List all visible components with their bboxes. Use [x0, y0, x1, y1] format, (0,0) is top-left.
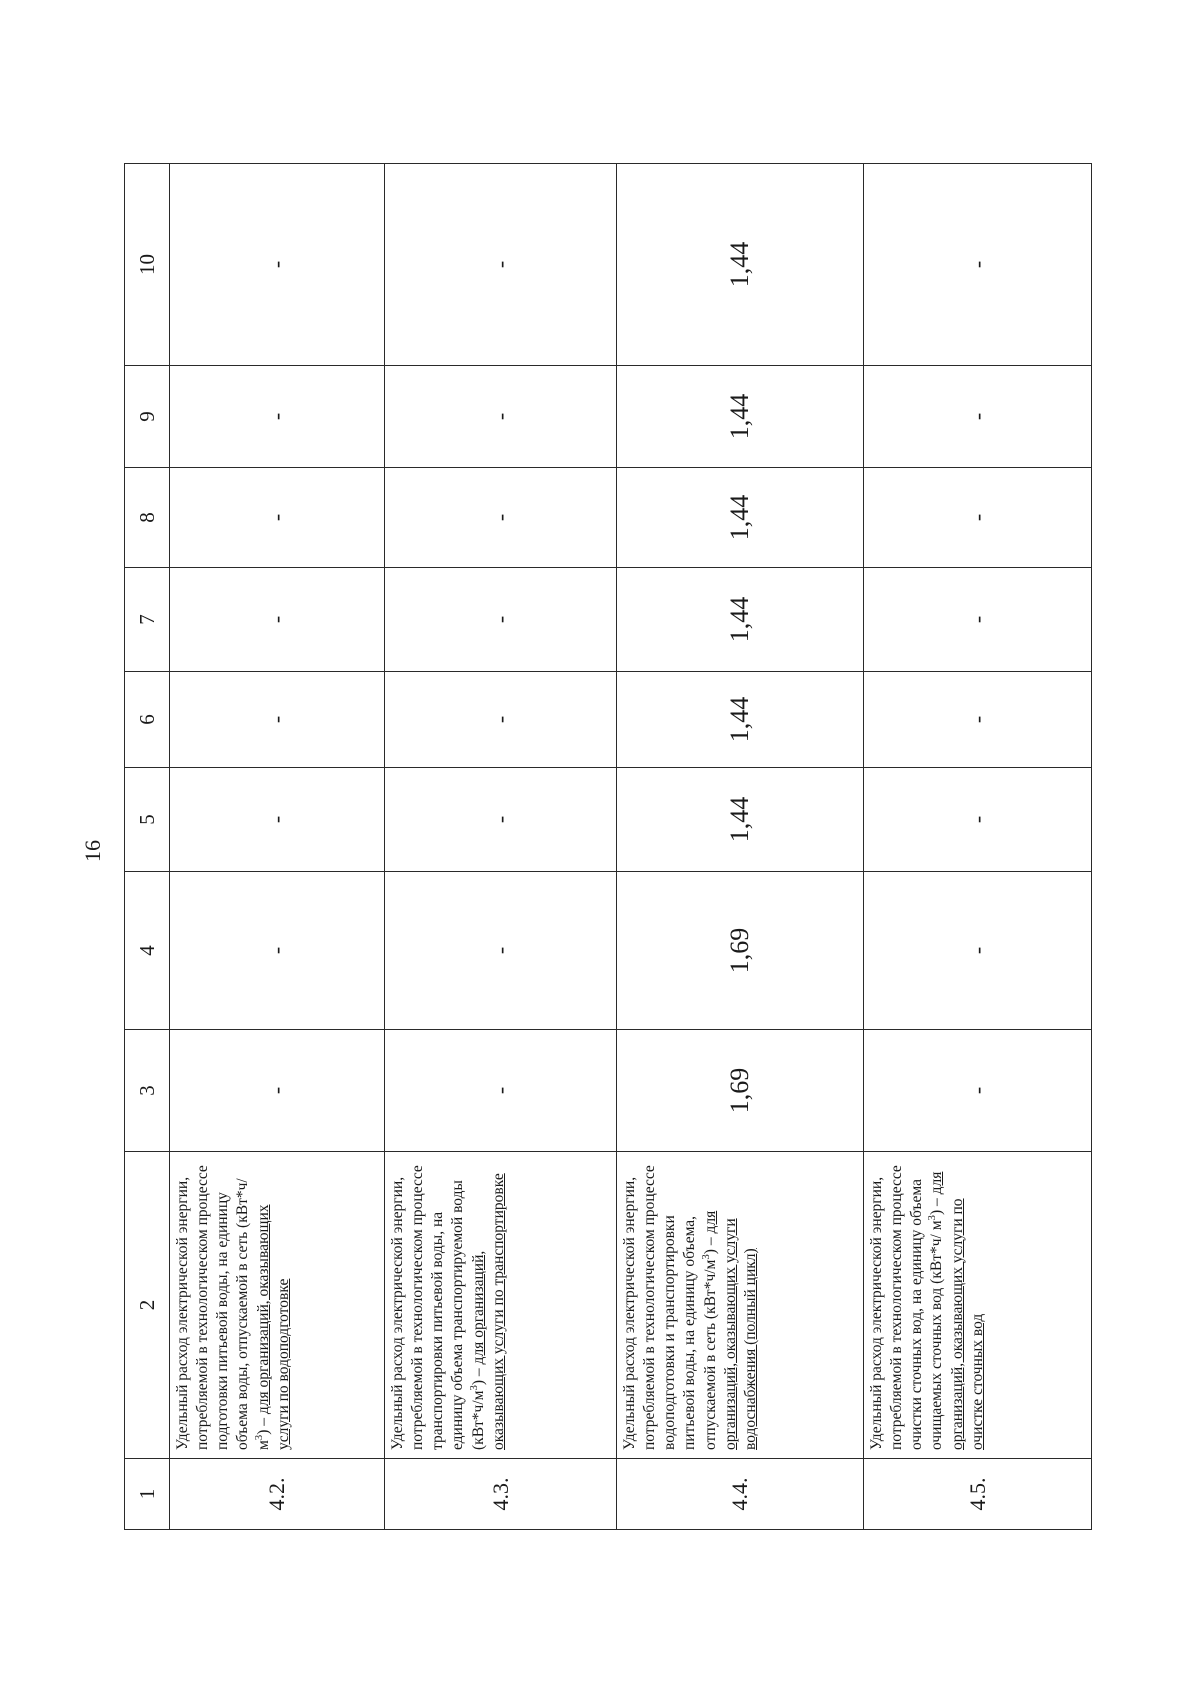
row-number: 4.5. — [864, 1459, 1092, 1530]
header-cell: 10 — [125, 164, 170, 366]
row-description — [385, 1152, 617, 1459]
superscript: 3 — [926, 1215, 939, 1221]
value-cell: - — [864, 872, 1092, 1030]
description-text: ) – — [701, 1233, 719, 1255]
value-cell: - — [170, 672, 385, 768]
indicator-table — [124, 163, 1092, 1530]
description-text: ) – — [254, 1414, 272, 1435]
value-cell: 1,69 — [617, 872, 864, 1030]
table-row — [170, 164, 385, 1530]
value-cell: - — [385, 164, 617, 366]
value-cell: 1,69 — [617, 1030, 864, 1152]
header-cell: 2 — [125, 1152, 170, 1459]
header-cell: 8 — [125, 468, 170, 568]
superscript: 3 — [467, 1385, 480, 1391]
row-number: 4.4. — [617, 1459, 864, 1530]
value-cell: 1,44 — [617, 468, 864, 568]
header-cell: 9 — [125, 366, 170, 468]
value-cell: - — [385, 872, 617, 1030]
value-cell: 1,44 — [617, 568, 864, 672]
value-cell: - — [170, 468, 385, 568]
description-underlined: для организаций, оказывающих услуги водоснабжения (полный цикл) — [701, 1210, 759, 1450]
description-underlined: для организаций, оказывающих услуги по очистке сточных вод — [928, 1171, 986, 1450]
description-text: Удельный расход электрической энергии, потребляемой в технологическом процессе водоподготовки и транспортировки питьевой воды, на единицу объема, отпускаемой в сеть (кВт*ч/м — [621, 1165, 719, 1450]
value-cell: - — [170, 366, 385, 468]
value-cell: - — [170, 872, 385, 1030]
row-number: 4.3. — [385, 1459, 617, 1530]
value-cell: 1,44 — [617, 366, 864, 468]
value-cell: - — [864, 366, 1092, 468]
header-cell: 4 — [125, 872, 170, 1030]
value-cell: - — [385, 568, 617, 672]
row-description — [617, 1152, 864, 1459]
header-cell: 3 — [125, 1030, 170, 1152]
header-cell: 1 — [125, 1459, 170, 1530]
table-row — [864, 164, 1092, 1530]
description-text: Удельный расход электрической энергии, потребляемой в технологическом процессе транспортировки питьевой воды, на единицу объема транспортируемой воды (кВт*ч/м — [389, 1165, 487, 1450]
row-description — [170, 1152, 385, 1459]
value-cell: 1,44 — [617, 164, 864, 366]
description-underlined: для организаций, оказывающих услуги по водоподготовке — [254, 1204, 292, 1450]
value-cell: - — [385, 366, 617, 468]
header-cell: 5 — [125, 768, 170, 872]
value-cell: - — [864, 164, 1092, 366]
value-cell: - — [864, 672, 1092, 768]
value-cell: - — [864, 568, 1092, 672]
page-number: 16 — [80, 840, 105, 862]
description-text: ) – — [928, 1194, 946, 1216]
description-text: Удельный расход электрической энергии, потребляемой в технологическом процессе подготовки питьевой воды, на единицу объема воды, отпускаемой в сеть (кВт*ч/м — [174, 1165, 272, 1450]
header-cell: 7 — [125, 568, 170, 672]
value-cell: 1,44 — [617, 768, 864, 872]
superscript: 3 — [252, 1434, 265, 1441]
header-cell: 6 — [125, 672, 170, 768]
value-cell: - — [170, 568, 385, 672]
table-row — [617, 164, 864, 1530]
value-cell: - — [864, 768, 1092, 872]
value-cell: - — [170, 1030, 385, 1152]
description-text: ) – — [469, 1364, 487, 1386]
value-cell: - — [385, 468, 617, 568]
header-row — [125, 164, 170, 1530]
value-cell: - — [864, 468, 1092, 568]
value-cell: - — [170, 768, 385, 872]
value-cell: - — [385, 1030, 617, 1152]
value-cell: - — [385, 768, 617, 872]
description-text: Удельный расход электрической энергии, потребляемой в технологическом процессе очистки сточных вод, на единицу объема очищаемых сточных вод (кВт*ч/ м — [868, 1165, 946, 1450]
value-cell: - — [170, 164, 385, 366]
value-cell: - — [864, 1030, 1092, 1152]
description-underlined: для организаций, оказывающих услуги по транспортировке — [469, 1173, 507, 1450]
row-description — [864, 1152, 1092, 1459]
value-cell: 1,44 — [617, 672, 864, 768]
row-number: 4.2. — [170, 1459, 385, 1530]
rotated-table-wrapper — [124, 164, 1090, 1530]
value-cell: - — [385, 672, 617, 768]
superscript: 3 — [699, 1254, 712, 1260]
table-row — [385, 164, 617, 1530]
